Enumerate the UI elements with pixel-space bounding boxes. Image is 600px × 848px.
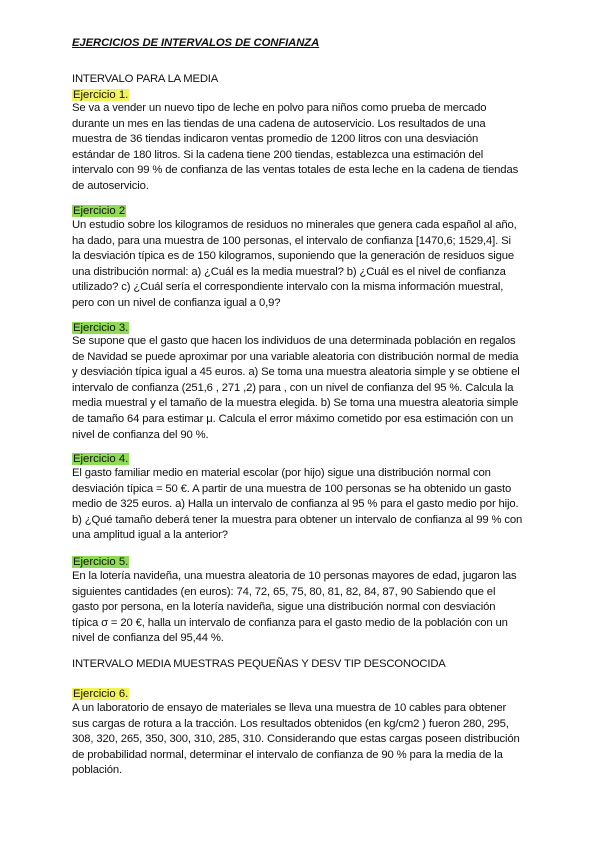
exercise-3-label: Ejercicio 3.: [73, 322, 129, 334]
exercise-3-text: Se supone que el gasto que hacen los individuos de una determinada población en regalos de Navidad se puede aproximar por una variable aleatoria con distribución normal de media y desviación típica igual a 45 euros. a) Se toma una muestra aleatoria simple y se obtiene el intervalo de confianza (251,6 , 271 ,2) para , con un nivel de confianza del 95 %. Calcula la media muestral y el tamaño de la muestra elegida. b) Se toma una muestra aleatoria simple de tamaño 64 para estimar μ. Calcula el error máximo cometido por esa estimación con un nivel de confianza del 90 %.: [72, 335, 520, 441]
exercise-1-text: Se va a vender un nuevo tipo de leche en polvo para niños como prueba de mercado durante un mes en las tiendas de una cadena de autoservicio. Los resultados de una muestra de 36 tiendas indicaron ventas promedio de 1200 litros con una desviación estándar de 180 litros. Si la cadena tiene 200 tiendas, establezca una estimación del intervalo con 99 % de confianza de las ventas totales de esta leche en la cadena de tiendas de autoservicio.: [72, 102, 519, 192]
exercise-5-label: Ejercicio 5.: [73, 556, 129, 568]
exercise-4-text: El gasto familiar medio en material escolar (por hijo) sigue una distribución normal con desviación típica = 50 €. A partir de una muestra de 100 personas se ha obtenido un gasto medio de 325 euros. a) Halla un intervalo de confianza al 95 % para el gasto medio por hijo. b) ¿Qué tamaño deberá tener la muestra para obtener un intervalo de confianza al 99 % con una amplitud igual a la anterior?: [72, 467, 523, 542]
exercise-2-text: Un estudio sobre los kilogramos de residuos no minerales que genera cada español al año, ha dado, para una muestra de 100 personas, el intervalo de confianza [1470,6; 1529,4]. Si la desviación típica es de 150 kilogramos, suponiendo que la generación de residuos sigue una distribución normal: a) ¿Cuál es la media muestral? b) ¿Cuál es el nivel de confianza utilizado? c) ¿Cuál sería el correspondiente intervalo con la misma información muestral, pero con un nivel de confianza igual a 0,9?: [72, 219, 517, 309]
exercise-6-text: A un laboratorio de ensayo de materiales se lleva una muestra de 10 cables para obtener sus cargas de rotura a la tracción. Los resultados obtenidos (en kg/cm2 ) fueron 280, 295, 308, 320, 265, 350, 300, 310, 285, 310. Considerando que estas cargas poseen distribución de probabilidad normal, determinar el intervalo de confianza de 90 % para la media de la población.: [72, 702, 520, 777]
exercise-5-text: En la lotería navideña, una muestra aleatoria de 10 personas mayores de edad, jugaron las siguientes cantidades (en euros): 74, 72, 65, 75, 80, 81, 82, 84, 87, 90 Sabiendo que el gasto por persona, en la lotería navideña, sigue una distribución normal con desviación típica σ = 20 €, halla un intervalo de confianza para el gasto medio de la población con un nivel de confianza del 95,44 %.: [72, 570, 517, 645]
exercise-4-label: Ejercicio 4.: [73, 453, 129, 465]
section-heading-small-samples: INTERVALO MEDIA MUESTRAS PEQUEÑAS Y DESV TIP DESCONOCIDA: [72, 658, 446, 670]
document-title: EJERCICIOS DE INTERVALOS DE CONFIANZA: [72, 37, 320, 49]
exercise-1-label: Ejercicio 1.: [73, 89, 129, 101]
section-heading-mean: INTERVALO PARA LA MEDIA: [72, 73, 219, 85]
exercise-6-label: Ejercicio 6.: [73, 688, 129, 700]
exercise-2-label: Ejercicio 2: [73, 205, 126, 217]
